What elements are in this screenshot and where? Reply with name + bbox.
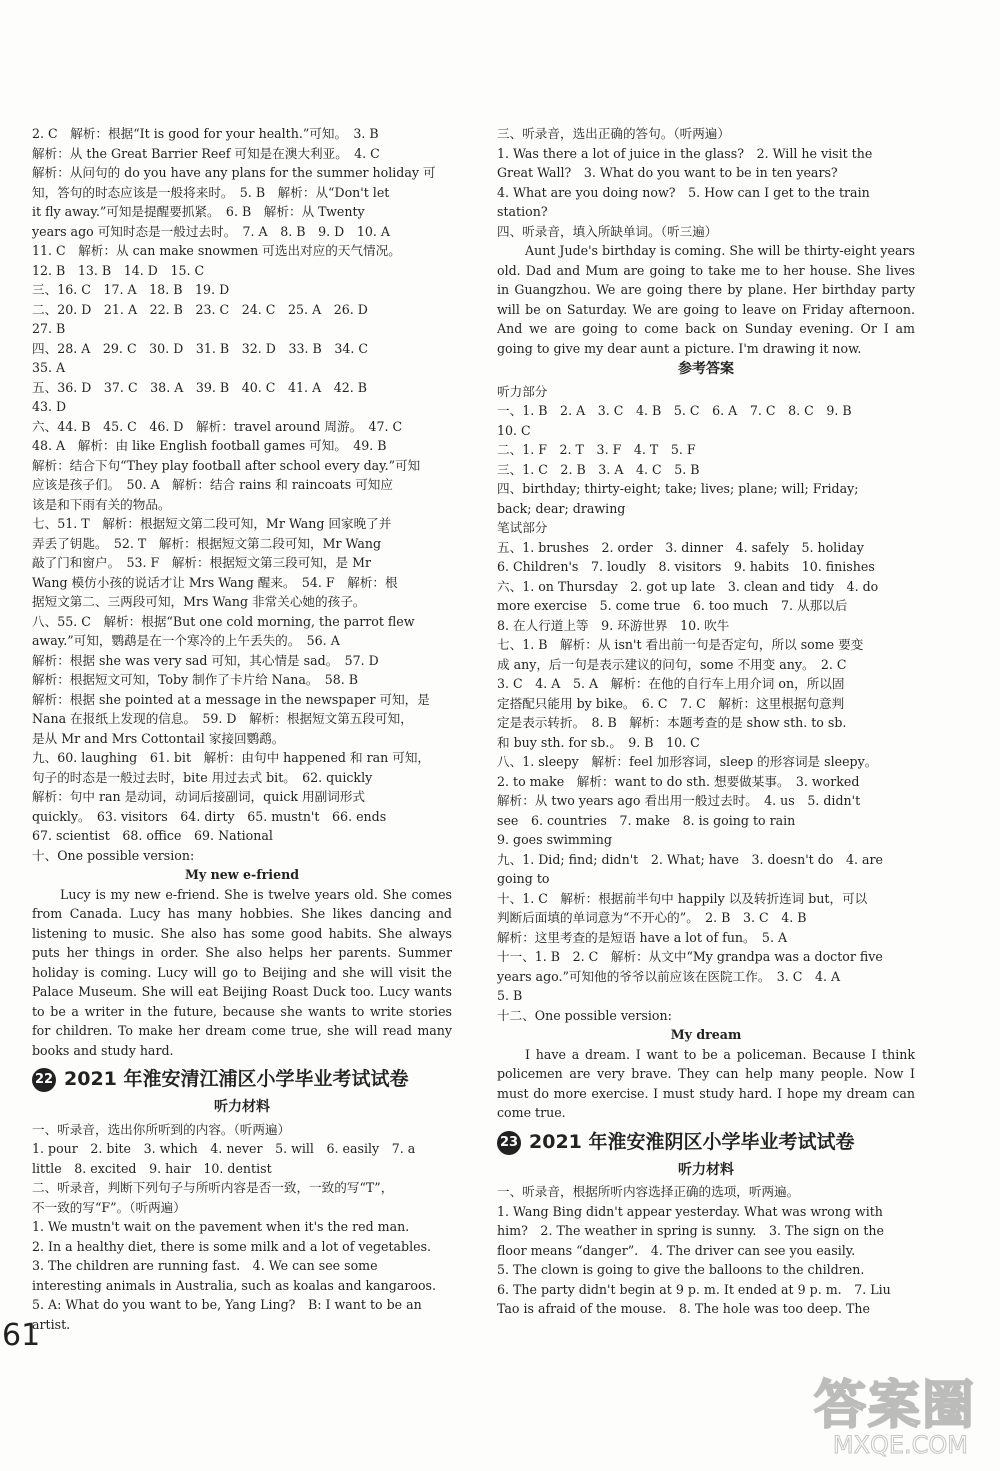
listening-script-block — [497, 124, 915, 241]
text-line: 笔试部分 — [497, 520, 548, 535]
essay-title: My dream — [670, 1027, 742, 1042]
text-line: 5. B — [497, 988, 523, 1003]
text-line: 1. Was there a lot of juice in the glass? 2. Will he visit the — [497, 145, 873, 161]
text-line: 解析：根据短文可知，Toby 制作了卡片给 Nana。 58. B — [32, 672, 359, 687]
text-line: 解析：从问句的 do you have any plans for the summer holiday 可 — [32, 165, 436, 180]
answers-heading: 参考答案 — [678, 361, 734, 377]
left-column — [32, 124, 452, 1334]
text-line: 二、20. D 21. A 22. B 23. C 24. C 25. A 26. D — [32, 301, 368, 317]
text-line: artist. — [32, 1316, 71, 1332]
text-line: 1. We mustn't wait on the pavement when it's the red man. — [32, 1219, 410, 1234]
text-line: 3. The children are running fast. 4. We can see some — [32, 1258, 378, 1273]
text-line: 据短文第二、三两段可知，Mrs Wang 非常关心她的孩子。 — [32, 594, 366, 609]
text-line: 一、1. B 2. A 3. C 4. B 5. C 6. A 7. C 8. C 9. B — [497, 403, 852, 418]
text-line: 四、birthday; thirty-eight; take; lives; plane; will; Friday; — [497, 481, 859, 496]
text-line: 2. to make 解析：want to do sth. 想要做某事。 3. worked — [497, 773, 860, 789]
exam-title: 2021 年淮安淮阴区小学毕业考试试卷 — [529, 1130, 855, 1153]
text-line: 七、1. B 解析：从 isn't 看出前一句是否定句，所以 some 要变 — [497, 637, 864, 652]
text-line: 一、听录音，选出你所听到的内容。（听两遍） — [32, 1121, 291, 1137]
text-line: 6. The party didn't begin at 9 p. m. It ended at 9 p. m. 7. Liu — [497, 1281, 891, 1297]
text-line: Great Wall? 3. What do you want to be in ten years? — [497, 165, 838, 180]
text-line: 十、One possible version: — [32, 847, 195, 863]
watermark-logo — [766, 1363, 976, 1459]
text-line: 是从 Mr and Mrs Cottontail 家接回鹦鹉。 — [32, 730, 285, 746]
text-line: interesting animals in Australia, such as koalas and kangaroos. — [32, 1277, 437, 1293]
text-line: 六、1. on Thursday 2. got up late 3. clean and tidy 4. do — [497, 578, 879, 594]
text-line: 解析：这里考查的是短语 have a lot of fun。 5. A — [497, 929, 788, 945]
text-line: 3. C 4. A 5. A 解析：在他的自行车上用介词 on，所以固 — [497, 676, 845, 691]
text-line: 二、1. F 2. T 3. F 4. T 5. F — [497, 442, 696, 457]
left-answer-block — [32, 124, 452, 865]
text-line: 11. C 解析：从 can make snowmen 可选出对应的天气情况。 — [32, 243, 401, 258]
text-line: 九、1. Did; find; didn't 2. What; have 3. doesn't do 4. are — [497, 851, 883, 867]
text-line: 35. A — [32, 360, 66, 375]
text-line: 定是表示转折。 8. B 解析：本题考查的是 show sth. to sb. — [497, 715, 847, 730]
essay-body: I have a dream. I want to be a policeman. Because I think policemen are very brave. They can help many people. Now I must do more exercise. I must study hard. I hope my dream can come true. — [497, 1046, 915, 1120]
text-line: 四、28. A 29. C 30. D 31. B 32. D 33. B 34. C — [32, 340, 369, 356]
text-line: going to — [497, 871, 550, 886]
text-line: 敲了门和窗户。 53. F 解析：根据短文第三段可知，是 Mr — [32, 555, 372, 570]
page-number: 61 — [2, 1318, 41, 1353]
text-line: 应该是孩子们。 50. A 解析：结合 rains 和 raincoats 可知应 — [32, 477, 393, 492]
text-line: years ago 可知时态是一般过去时。 7. A 8. B 9. D 10. A — [32, 223, 390, 239]
text-line: 解析：根据 she was very sad 可知，其心情是 sad。 57. D — [32, 652, 379, 668]
text-line: 不一致的写“F”。（听两遍） — [32, 1199, 186, 1215]
text-line: 解析：结合下句“They play football after school every day.”可知 — [32, 457, 421, 473]
exam-banner-22 — [32, 1068, 452, 1092]
text-line: 四、听录音，填入所缺单词。（听三遍） — [497, 223, 718, 239]
text-line: 48. A 解析：由 like English football games 可知。 49. B — [32, 438, 387, 453]
text-line: 27. B — [32, 321, 66, 336]
text-line: 2. In a healthy diet, there is some milk and a lot of vegetables. — [32, 1238, 432, 1254]
text-line: 五、36. D 37. C 38. A 39. B 40. C 41. A 42. B — [32, 379, 368, 395]
text-line: 七、51. T 解析：根据短文第二段可知，Mr Wang 回家晚了并 — [32, 516, 392, 531]
text-line: 定搭配只能用 by bike。 6. C 7. C 解析：这里根据句意判 — [497, 695, 845, 711]
text-line: 一、听录音，根据所听内容选择正确的选项，听两遍。 — [497, 1184, 800, 1199]
text-line: 知，答句的时态应该是一般将来时。 5. B 解析：从“Don't let — [32, 184, 390, 200]
text-line: 4. What are you doing now? 5. How can I get to the train — [497, 184, 870, 200]
listening-heading: 听力材料 — [678, 1161, 734, 1178]
text-line: 听力部分 — [497, 383, 548, 399]
text-line: 五、1. brushes 2. order 3. dinner 4. safely 5. holiday — [497, 539, 864, 555]
text-line: years ago.”可知他的爷爷以前应该在医院工作。 3. C 4. A — [497, 968, 841, 984]
listening-material-block — [32, 1120, 452, 1335]
text-line: station? — [497, 204, 548, 219]
text-line: Wang 模仿小孩的说话才让 Mrs Wang 醒来。 54. F 解析：根 — [32, 574, 398, 590]
text-line: 三、听录音，选出正确的答句。（听两遍） — [497, 126, 730, 141]
exam-number-badge: 22 — [32, 1068, 56, 1092]
dictation-passage: Aunt Jude's birthday is coming. She will be thirty-eight years old. Dad and Mum are going to take me to her house. She lives in Guangzhou. We are going there by plane. Her birthday party will be on Saturday. We are going to leave on Friday afternoon. And we are going to come back on Sunday evening. Or I am going to give my dear aunt a picture. I'm drawing it now. — [497, 243, 915, 356]
text-line: 43. D — [32, 399, 67, 414]
text-line: 二、听录音，判断下列句子与所听内容是否一致，一致的写“T”， — [32, 1180, 394, 1195]
text-line: 2. C 解析：根据“It is good for your health.”可知。 3. B — [32, 126, 379, 141]
text-line: 三、1. C 2. B 3. A 4. C 5. B — [497, 461, 700, 477]
text-line: 弄丢了钥匙。 52. T 解析：根据短文第二段可知，Mr Wang — [32, 535, 382, 551]
text-line: 判断后面填的单词意为“不开心的”。 2. B 3. C 4. B — [497, 910, 807, 925]
text-line: 6. Children's 7. loudly 8. visitors 9. habits 10. finishes — [497, 559, 875, 574]
text-line: 十一、1. B 2. C 解析：从文中“My grandpa was a doctor five — [497, 949, 883, 964]
exam-banner-23 — [497, 1131, 915, 1155]
text-line: 十、1. C 解析：根据前半句中 happily 以及转折连词 but，可以 — [497, 890, 868, 906]
text-line: 9. goes swimming — [497, 832, 612, 847]
right-column — [497, 124, 915, 1319]
text-line: 和 buy sth. for sb.。 9. B 10. C — [497, 734, 700, 750]
text-line: 十二、One possible version: — [497, 1007, 672, 1023]
text-line: 八、55. C 解析：根据“But one cold morning, the parrot flew — [32, 613, 415, 629]
text-line: 该是和下雨有关的物品。 — [32, 496, 171, 512]
text-line: 九、60. laughing 61. bit 解析：由句中 happened 和 ran 可知， — [32, 750, 431, 765]
watermark-url: MXQE.COM — [832, 1431, 968, 1459]
text-line: floor means “danger”. 4. The driver can see you easily. — [497, 1242, 856, 1258]
text-line: 5. A: What do you want to be, Yang Ling? B: I want to be an — [32, 1297, 422, 1312]
text-line: 10. C — [497, 422, 531, 438]
text-line: see 6. countries 7. make 8. is going to rain — [497, 812, 796, 828]
text-line: 67. scientist 68. office 69. National — [32, 828, 273, 843]
watermark-text: 答案圈 — [813, 1376, 976, 1436]
text-line: 8. 在人行道上等 9. 环游世界 10. 吹牛 — [497, 617, 730, 633]
exam-title: 2021 年淮安清江浦区小学毕业考试试卷 — [64, 1068, 409, 1091]
text-line: back; dear; drawing — [497, 500, 626, 516]
text-line: more exercise 5. come true 6. too much 7. 从那以后 — [497, 598, 848, 613]
exam-number-badge: 23 — [497, 1131, 521, 1155]
text-line: 解析：从 two years ago 看出用一般过去时。 4. us 5. didn't — [497, 793, 861, 808]
text-line: 12. B 13. B 14. D 15. C — [32, 262, 205, 278]
text-line: it fly away.”可知是提醒要抓紧。 6. B 解析：从 Twenty — [32, 204, 365, 219]
text-line: 1. Wang Bing didn't appear yesterday. What was wrong with — [497, 1203, 883, 1219]
text-line: Tao is afraid of the mouse. 8. The hole was too deep. The — [497, 1301, 870, 1316]
essay-body: Lucy is my new e-friend. She is twelve years old. She comes from Canada. Lucy has many hobbies. She likes dancing and listening to music. She also has some good habits. She always puts her things in order. She also helps her parents. Summer holiday is coming. Lucy will go to Beijing and she will visit the Palace Museum. She will eat Beijing Roast Duck too. Lucy wants to be a writer in the future, because she wants to write stories for children. To make her dream come true, she will read many books and study hard. — [32, 886, 452, 1058]
text-line: 六、44. B 45. C 46. D 解析：travel around 周游。 47. C — [32, 418, 403, 434]
text-line: 成 any，后一句是表示建议的问句，some 不用变 any。 2. C — [497, 656, 847, 672]
listening-heading: 听力材料 — [214, 1099, 270, 1115]
text-line: him? 2. The weather in spring is sunny. 3. The sign on the — [497, 1223, 884, 1238]
text-line: away.”可知，鹦鹉是在一个寒冷的上午丢失的。 56. A — [32, 633, 340, 648]
answer-key-block — [497, 382, 915, 1026]
essay-title: My new e-friend — [184, 867, 300, 882]
text-line: 三、16. C 17. A 18. B 19. D — [32, 282, 230, 297]
text-line: 5. The clown is going to give the balloons to the children. — [497, 1262, 865, 1277]
text-line: 八、1. sleepy 解析：feel 加形容词，sleep 的形容词是 sleepy。 — [497, 754, 878, 769]
text-line: little 8. excited 9. hair 10. dentist — [32, 1160, 272, 1176]
text-line: 1. pour 2. bite 3. which 4. never 5. will 6. easily 7. a — [32, 1141, 416, 1156]
text-line: 解析：根据 she pointed at a message in the newspaper 可知，是 — [32, 691, 430, 707]
text-line: 句子的时态是一般过去时，bite 用过去式 bit。 62. quickly — [32, 769, 373, 785]
listening-material-block — [497, 1182, 915, 1319]
text-line: Nana 在报纸上发现的信息。 59. D 解析：根据短文第五段可知， — [32, 711, 413, 726]
text-line: 解析：句中 ran 是动词，动词后接副词，quick 用副词形式 — [32, 789, 366, 804]
text-line: 解析：从 the Great Barrier Reef 可知是在澳大利亚。 4. C — [32, 145, 380, 161]
text-line: quickly。 63. visitors 64. dirty 65. mustn't 66. ends — [32, 808, 387, 824]
